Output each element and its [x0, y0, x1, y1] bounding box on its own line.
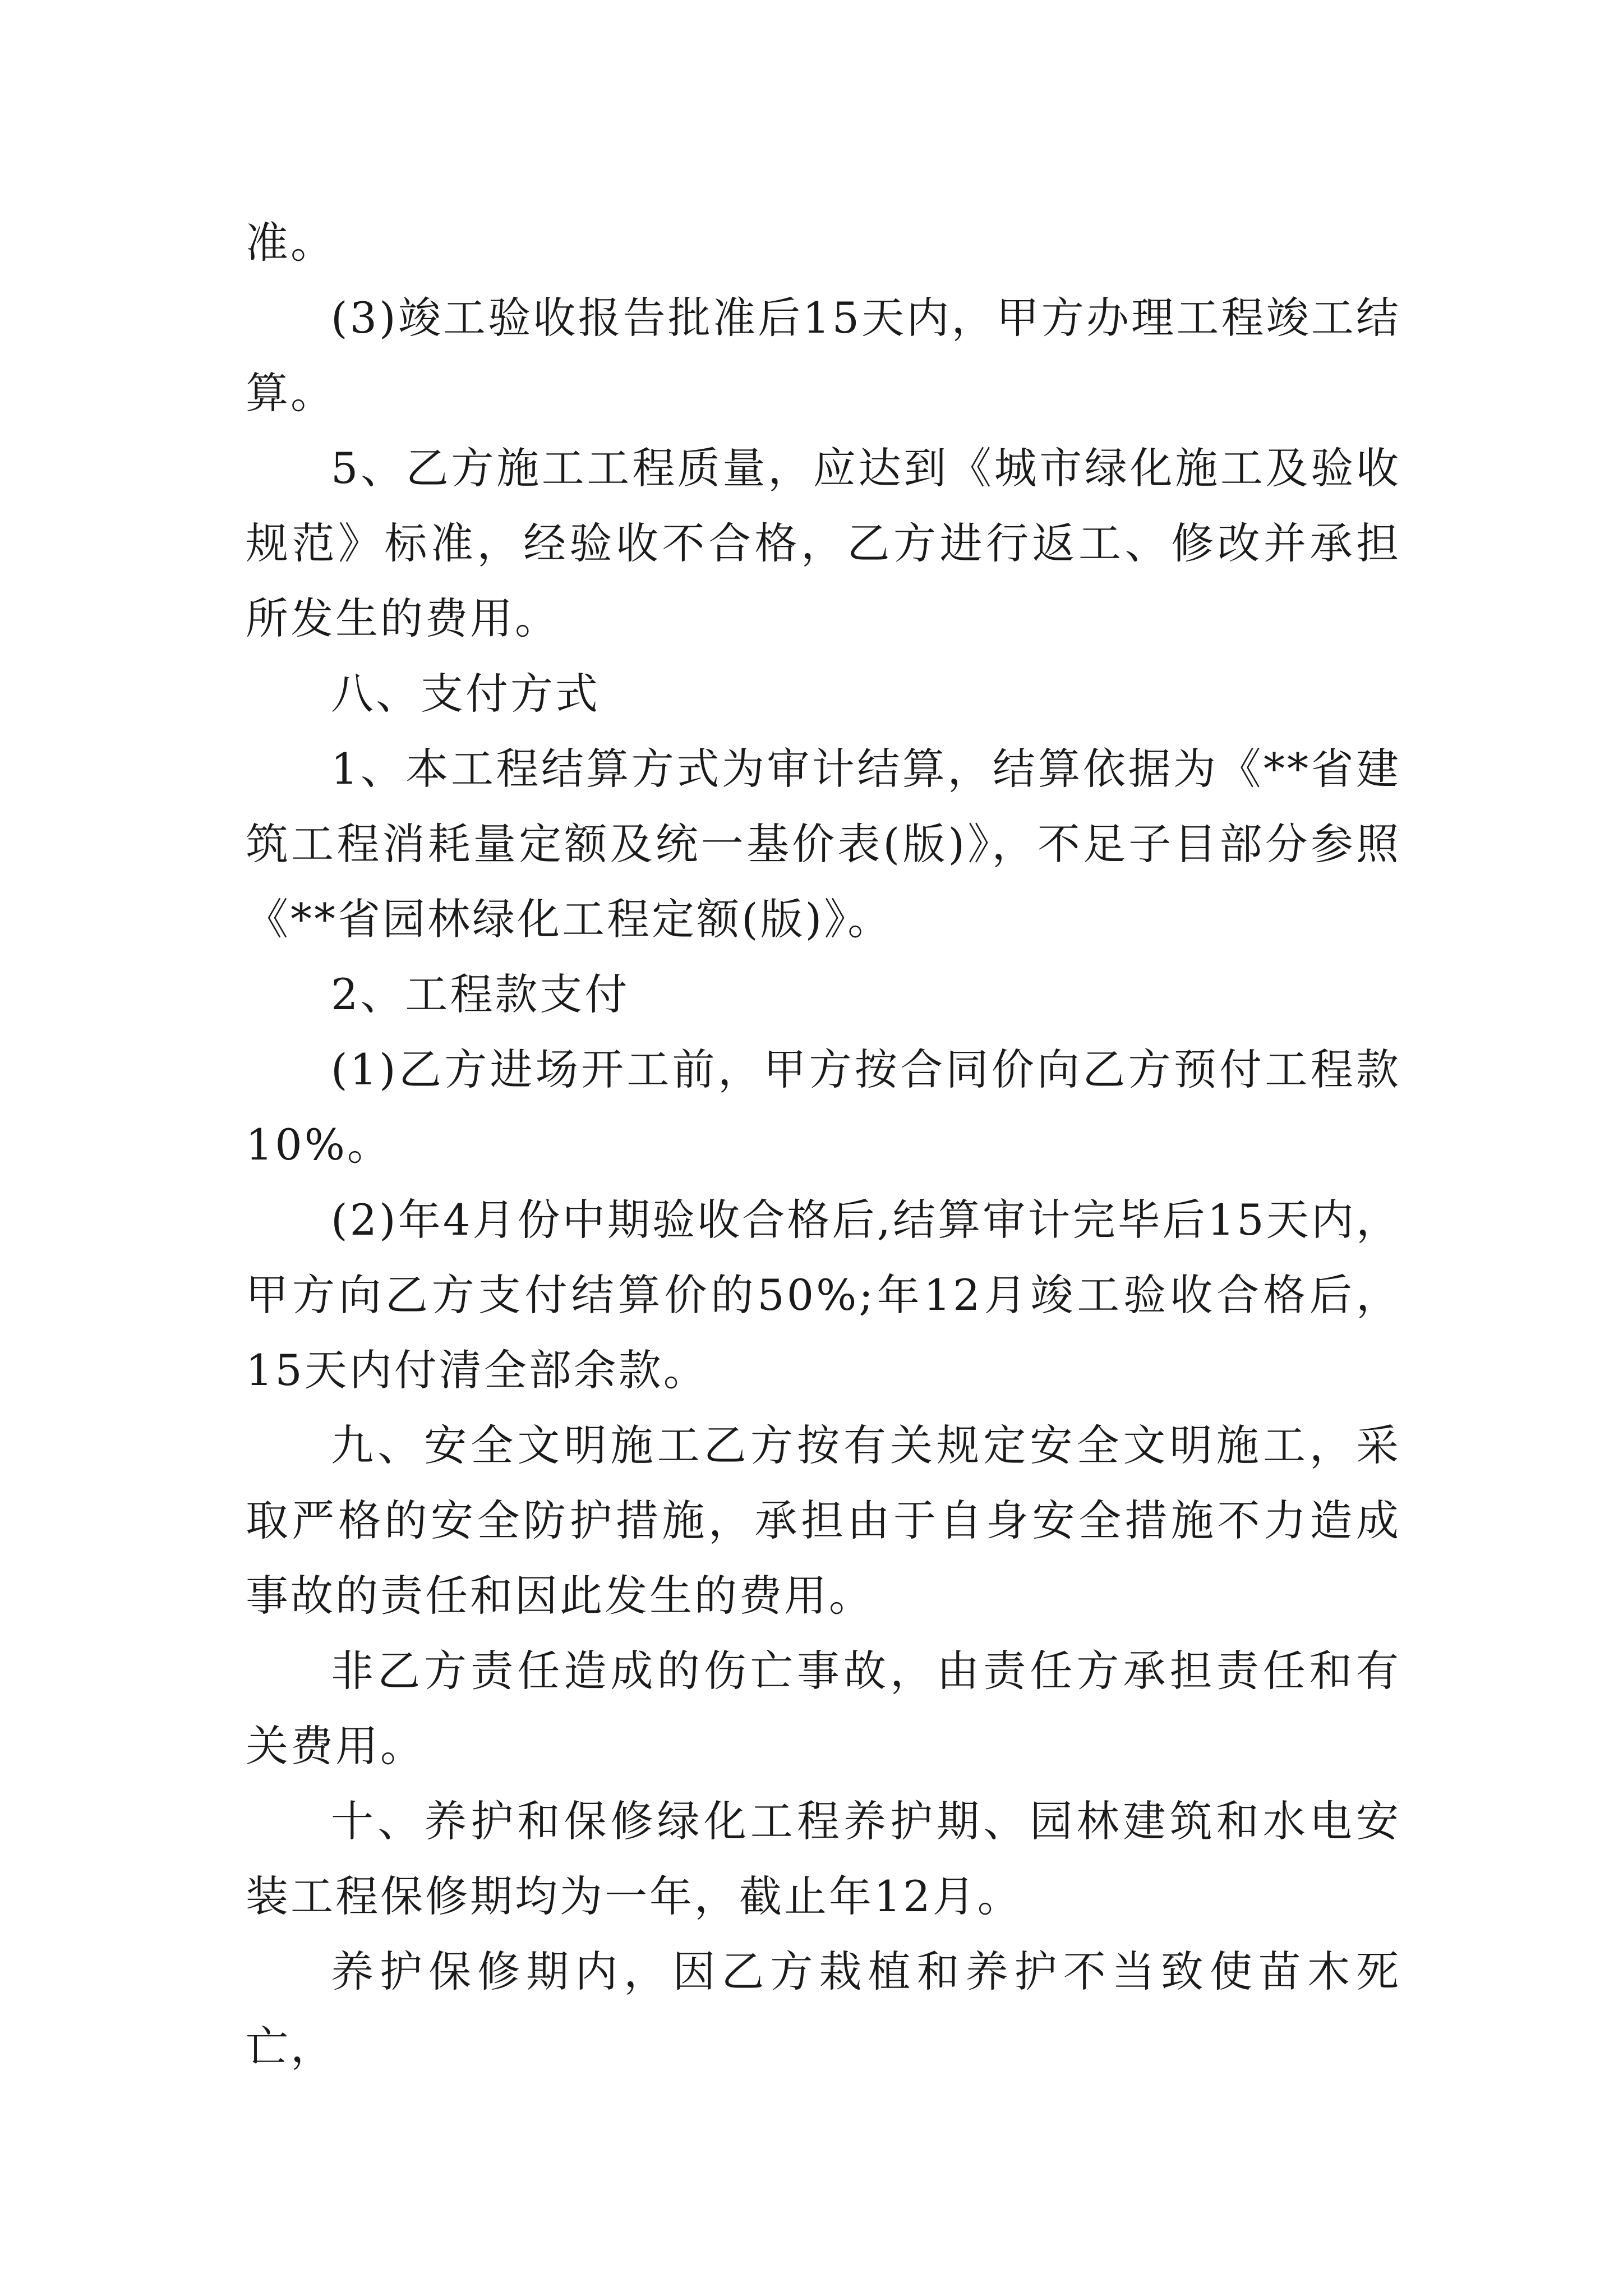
paragraph: (3)竣工验收报告批准后15天内，甲方办理工程竣工结算。 — [246, 293, 1401, 418]
document-body — [246, 205, 1401, 2085]
paragraph: 2、工程款支付 — [331, 969, 630, 1019]
paragraph: 十、养护和保修绿化工程养护期、园林建筑和水电安装工程保修期均为一年，截止年12月。 — [246, 1796, 1401, 1921]
paragraph: 1、本工程结算方式为审计结算，结算依据为《**省建筑工程消耗量定额及统一基价表(版)》，不足子目部分参照《**省园林绿化工程定额(版)》。 — [246, 744, 1401, 944]
paragraph: 非乙方责任造成的伤亡事故，由责任方承担责任和有关费用。 — [246, 1646, 1401, 1771]
paragraph: (2)年4月份中期验收合格后,结算审计完毕后15天内，甲方向乙方支付结算价的50%;年12月竣工验收合格后，15天内付清全部余款。 — [246, 1195, 1401, 1395]
paragraph: (1)乙方进场开工前，甲方按合同价向乙方预付工程款10%。 — [246, 1045, 1401, 1170]
paragraph: 养护保修期内，因乙方栽植和养护不当致使苗木死亡， — [246, 1947, 1401, 2072]
paragraph: 5、乙方施工工程质量，应达到《城市绿化施工及验收规范》标准，经验收不合格，乙方进行返工、修改并承担所发生的费用。 — [246, 443, 1401, 643]
paragraph: 准。 — [246, 218, 335, 268]
paragraph: 九、安全文明施工乙方按有关规定安全文明施工，采取严格的安全防护措施，承担由于自身安全措施不力造成事故的责任和因此发生的费用。 — [246, 1420, 1401, 1621]
section-heading: 八、支付方式 — [331, 669, 600, 719]
